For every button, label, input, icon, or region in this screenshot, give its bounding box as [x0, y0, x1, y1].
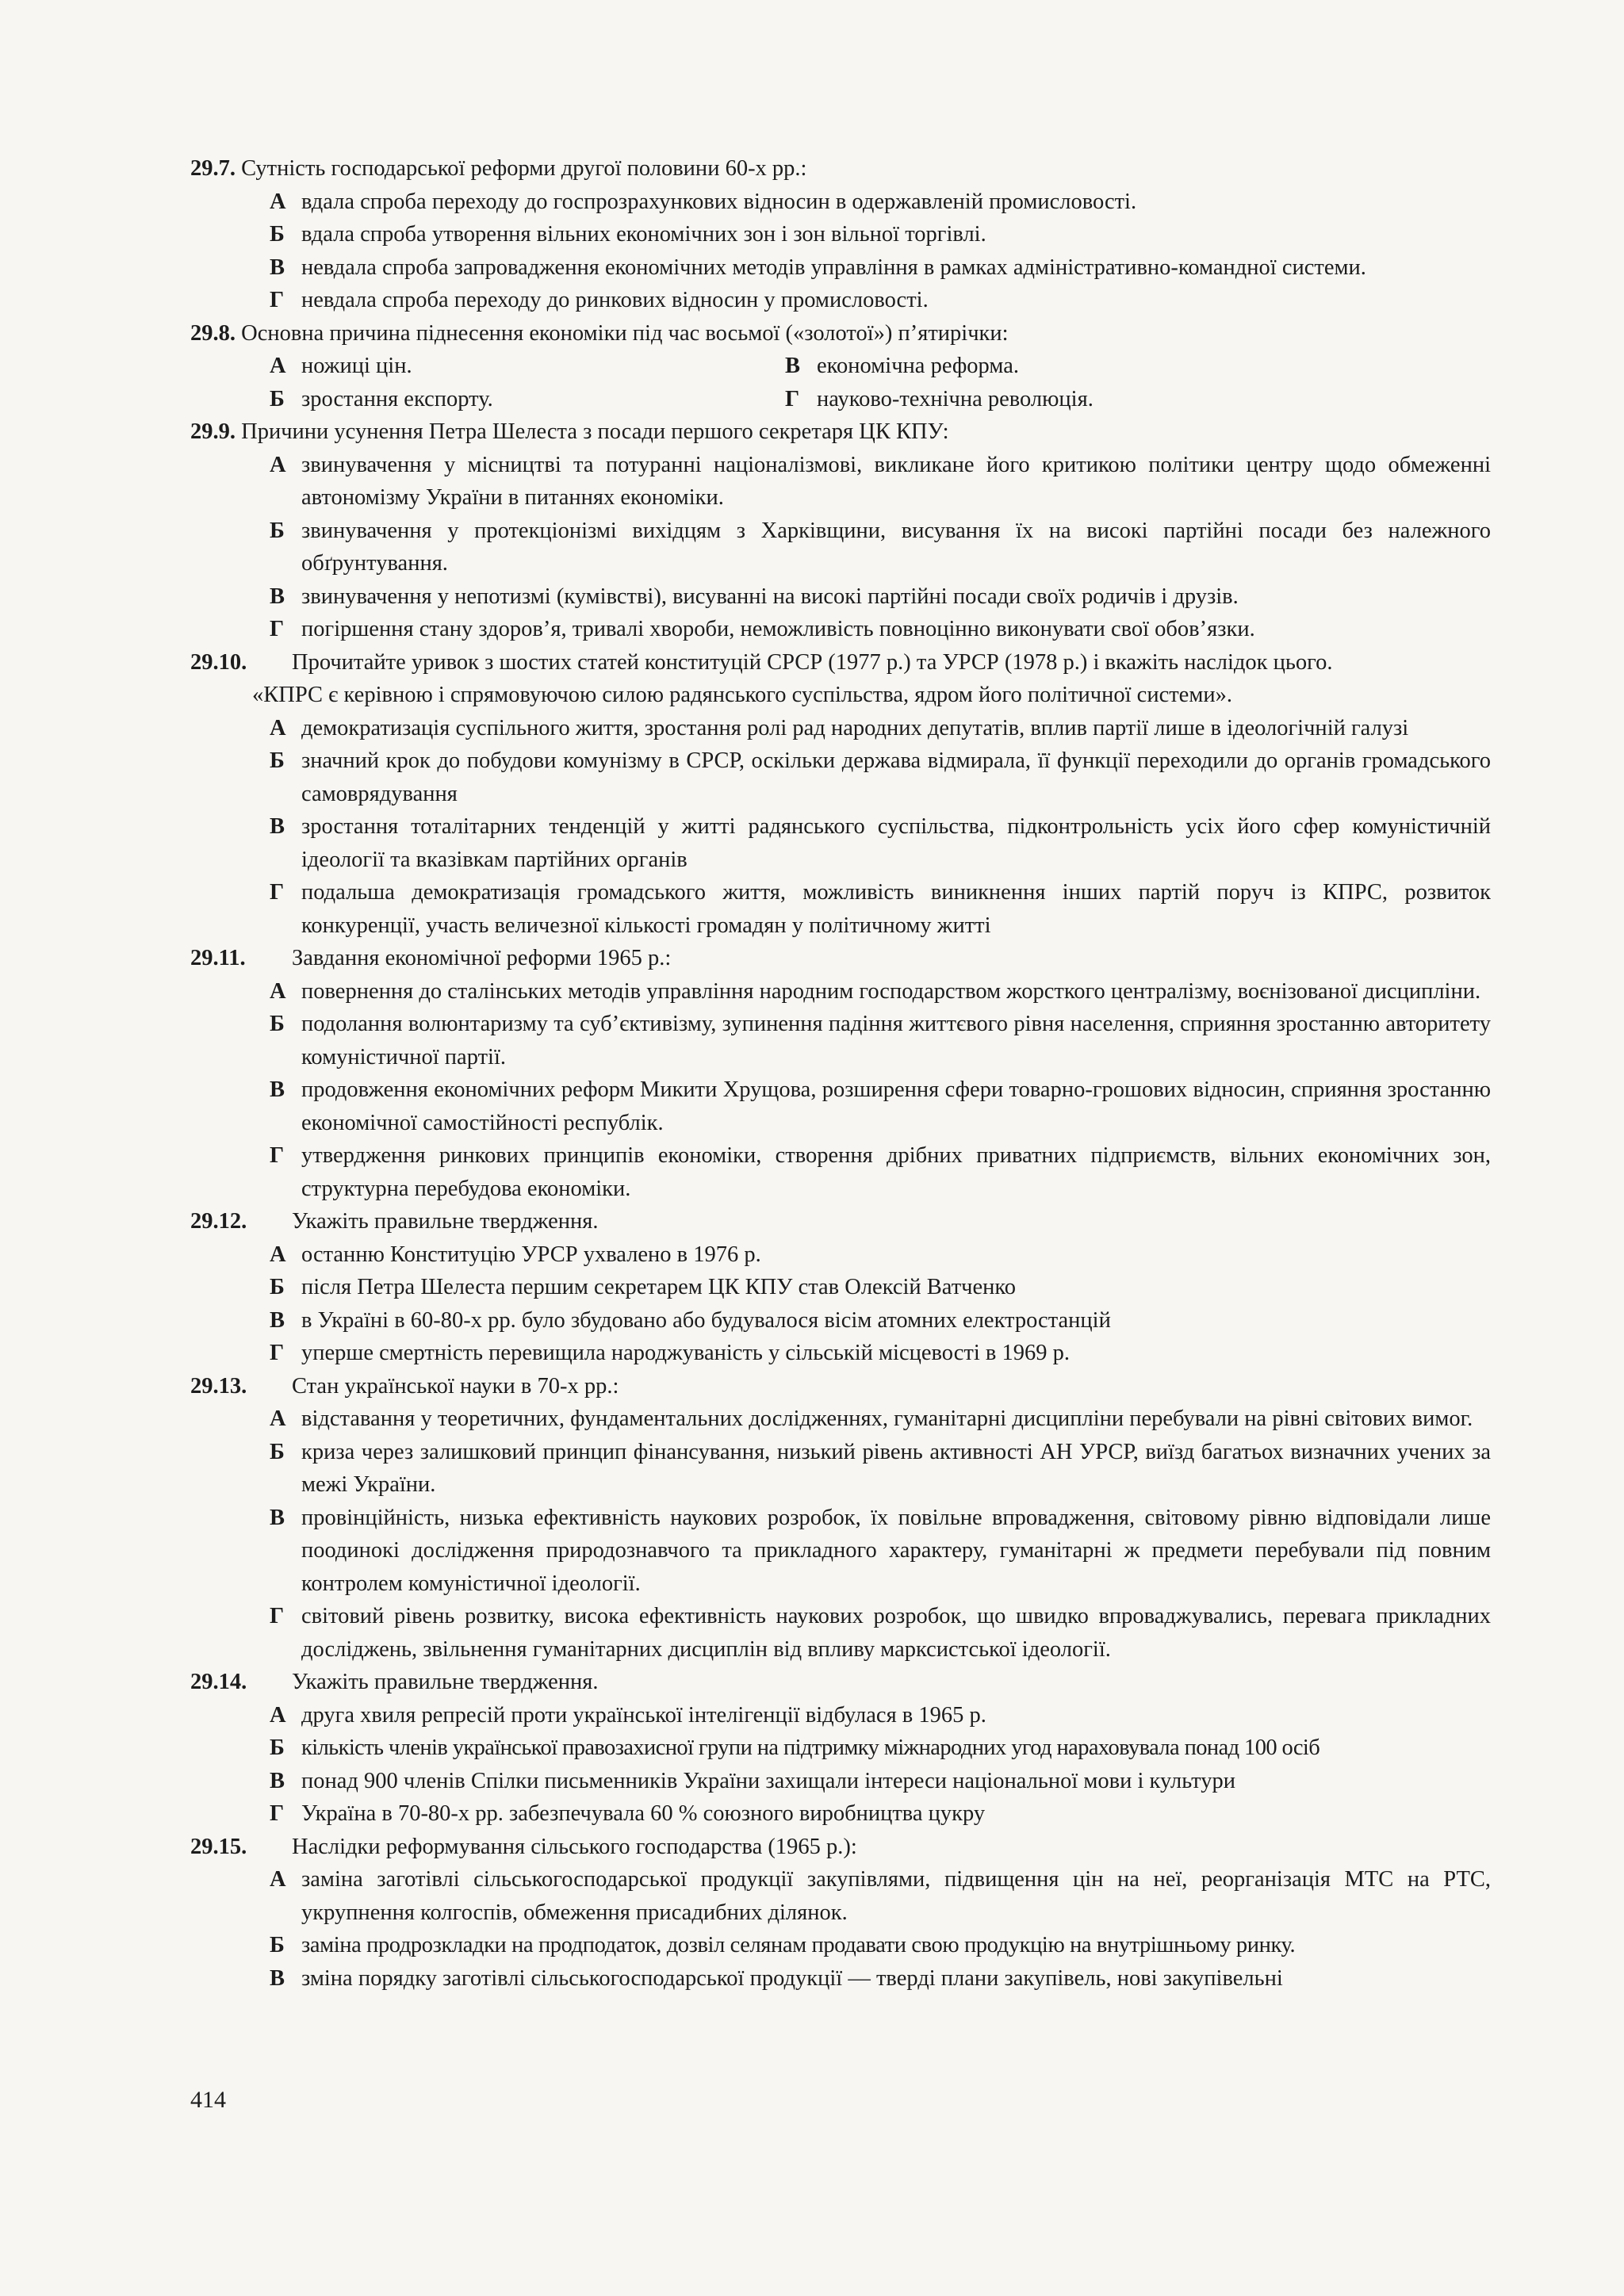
- answer-option: [785, 383, 1491, 416]
- question-text: Укажіть правильне твердження.: [292, 1670, 599, 1694]
- answer-option: [190, 876, 1491, 942]
- question-29-13: [190, 1370, 1491, 1667]
- option-letter: Г: [270, 1604, 285, 1628]
- question-number: 29.15.: [190, 1834, 247, 1859]
- question-text: Прочитайте уривок з шостих статей конституцій СРСР (1977 р.) та УРСР (1978 р.) і вкажіть наслідок цього.: [292, 649, 1333, 675]
- option-letter: А: [270, 978, 286, 1004]
- option-letter: А: [270, 354, 286, 378]
- answer-option: [190, 1962, 1491, 1996]
- option-letter: В: [785, 354, 801, 378]
- answer-option: [190, 515, 1491, 580]
- option-letter: А: [270, 189, 286, 214]
- option-text: понад 900 членів Спілки письменників України захищали інтереси національної мови і культури: [301, 1768, 1235, 1793]
- answer-option: [190, 1402, 1491, 1436]
- option-letter: В: [270, 1965, 285, 1991]
- question-text: Причини усунення Петра Шелеста з посади першого секретаря ЦК КПУ:: [241, 419, 949, 444]
- answer-option: [190, 580, 1491, 614]
- option-text: ножиці цін.: [301, 354, 412, 378]
- question-29-14: [190, 1666, 1491, 1831]
- option-text: повернення до сталінських методів управління народним господарством жорсткого централізму, воєнізованої дисципліни.: [301, 978, 1481, 1004]
- option-letter: Б: [270, 222, 285, 247]
- option-text: зміна порядку заготівлі сільськогосподарської продукції — тверді плани закупівель, нові закупівельні: [301, 1965, 1283, 1991]
- answer-option: [190, 1929, 1491, 1962]
- option-text: уперше смертність перевищила народжуваність у сільській місцевості в 1969 р.: [301, 1341, 1070, 1365]
- option-letter: А: [270, 715, 286, 740]
- option-text: зростання тоталітарних тенденцій у житті радянського суспільства, підконтрольність усіх його сфер комуністичній ідеології та вказівкам партійних органів: [301, 814, 1491, 872]
- answer-option: [190, 1502, 1491, 1601]
- questions-list: [190, 152, 1491, 1995]
- answer-option: [190, 1238, 1491, 1272]
- answer-option: [190, 1732, 1491, 1765]
- option-text: заміна продрозкладки на продподаток, дозвіл селянам продавати свою продукцію на внутрішньому ринку.: [301, 1933, 1296, 1957]
- answer-option: [270, 350, 785, 383]
- question-text: Сутність господарської реформи другої половини 60-х рр.:: [241, 156, 807, 181]
- option-letter: Г: [270, 288, 285, 312]
- option-letter: Б: [270, 386, 285, 411]
- option-letter: А: [270, 1242, 286, 1267]
- question-number: 29.11.: [190, 946, 246, 970]
- option-text: друга хвиля репресій проти української інтелігенції відбулася в 1965 р.: [301, 1702, 986, 1728]
- option-letter: В: [270, 814, 285, 839]
- question-number: 29.13.: [190, 1373, 247, 1399]
- option-text: утвердження ринкових принципів економіки, створення дрібних приватних підприємств, вільних економічних зон, структурна перебудова економіки.: [301, 1143, 1491, 1201]
- answer-option: [190, 975, 1491, 1008]
- option-letter: А: [270, 1702, 286, 1728]
- option-text: демократизація суспільного життя, зростання ролі рад народних депутатів, вплив партії лише в ідеологічній галузі: [301, 715, 1409, 740]
- option-text: невдала спроба запровадження економічних методів управління в рамках адміністративно-командної системи.: [301, 254, 1366, 280]
- question-text: Укажіть правильне твердження.: [292, 1209, 599, 1234]
- question-number: 29.7.: [190, 156, 236, 181]
- option-text: кількість членів української правозахисної групи на підтримку міжнародних угод нараховувала понад 100 осіб: [301, 1735, 1320, 1760]
- answer-option: [190, 186, 1491, 219]
- question-number: 29.14.: [190, 1670, 247, 1694]
- answer-option: [190, 613, 1491, 646]
- question-text: Основна причина піднесення економіки під час восьмої («золотої») п’ятирічки:: [241, 320, 1009, 346]
- option-letter: Б: [270, 1735, 285, 1760]
- answer-option: [190, 1139, 1491, 1205]
- question-text: Наслідки реформування сільського господарства (1965 р.):: [292, 1834, 857, 1859]
- answer-option: [190, 251, 1491, 285]
- question-29-7: [190, 152, 1491, 317]
- option-letter: Б: [270, 1439, 285, 1464]
- question-29-11: [190, 942, 1491, 1205]
- answer-option: [190, 218, 1491, 251]
- page-number: 414: [190, 2087, 226, 2113]
- answer-option: [190, 1765, 1491, 1798]
- answer-option: [190, 449, 1491, 515]
- answer-option: [190, 1008, 1491, 1073]
- answer-option: [190, 744, 1491, 810]
- option-letter: В: [270, 584, 285, 609]
- option-text: Україна в 70-80-х рр. забезпечувала 60 % союзного виробництва цукру: [301, 1801, 986, 1826]
- option-text: науково-технічна революція.: [817, 386, 1094, 411]
- question-text: Завдання економічної реформи 1965 р.:: [292, 946, 672, 970]
- answer-option: [190, 1304, 1491, 1337]
- answer-option: [190, 1337, 1491, 1370]
- option-letter: Г: [785, 386, 800, 411]
- option-text: відставання у теоретичних, фундаментальних дослідженнях, гуманітарні дисципліни перебували на рівні світових вимог.: [301, 1406, 1473, 1431]
- option-text: звинувачення у протекціонізмі вихідцям з Харківщини, висування їх на високі партійні посади без належного обґрунтування.: [301, 518, 1491, 576]
- option-letter: А: [270, 452, 286, 477]
- option-text: зростання експорту.: [301, 386, 493, 411]
- option-letter: Г: [270, 617, 285, 641]
- option-text: світовий рівень розвитку, висока ефективність наукових розробок, що швидко впроваджувались, перевага прикладних досліджень, звільнення гуманітарних дисциплін від впливу марксистської ідеології.: [301, 1604, 1491, 1662]
- option-letter: В: [270, 1505, 285, 1530]
- question-number: 29.10.: [190, 649, 247, 675]
- question-text: Стан української науки в 70-х рр.:: [292, 1373, 619, 1399]
- answer-option: [190, 1600, 1491, 1666]
- option-text: криза через залишковий принцип фінансування, низький рівень активності АН УРСР, виїзд багатьох визначних учених за межі України.: [301, 1439, 1491, 1497]
- answer-option: [785, 350, 1491, 383]
- question-number: 29.9.: [190, 419, 236, 444]
- option-text: вдала спроба утворення вільних економічних зон і зон вільної торгівлі.: [301, 222, 986, 247]
- option-letter: А: [270, 1406, 286, 1431]
- answer-option: [190, 284, 1491, 317]
- answer-option: [190, 810, 1491, 876]
- option-letter: В: [270, 1307, 285, 1333]
- answer-option: [190, 1797, 1491, 1831]
- option-letter: В: [270, 1077, 285, 1102]
- answer-option: [190, 1271, 1491, 1304]
- question-number: 29.12.: [190, 1209, 247, 1234]
- option-text: невдала спроба переходу до ринкових відносин у промисловості.: [301, 288, 929, 312]
- option-text: подолання волюнтаризму та суб’єктивізму, зупинення падіння життєвого рівня населення, сприяння зростанню авторитету комуністичної партії.: [301, 1012, 1491, 1070]
- option-text: подальша демократизація громадського життя, можливість виникнення інших партій поруч із КПРС, розвиток конкуренції, участь величезної кількості громадян у політичному житті: [301, 880, 1491, 938]
- answer-option: [190, 1073, 1491, 1139]
- question-29-15: [190, 1831, 1491, 1996]
- options-grid: [190, 350, 1491, 415]
- answer-option: [190, 712, 1491, 745]
- question-29-9: [190, 415, 1491, 646]
- option-letter: В: [270, 254, 285, 280]
- question-number: 29.8.: [190, 320, 236, 346]
- question-29-10: [190, 646, 1491, 943]
- answer-option: [190, 1436, 1491, 1502]
- option-text: після Петра Шелеста першим секретарем ЦК КПУ став Олексій Ватченко: [301, 1275, 1017, 1299]
- option-letter: Г: [270, 1801, 285, 1826]
- option-text: заміна заготівлі сільськогосподарської продукції закупівлями, підвищення цін на неї, реорганізація МТС на РТС, укрупнення колгоспів, обмеження присадибних ділянок.: [301, 1867, 1491, 1925]
- option-text: останню Конституцію УРСР ухвалено в 1976 р.: [301, 1242, 761, 1267]
- question-29-8: [190, 317, 1491, 416]
- option-text: в Україні в 60-80-х рр. було збудовано або будувалося вісім атомних електростанцій: [301, 1307, 1111, 1333]
- option-text: вдала спроба переходу до госпрозрахункових відносин в одержавленій промисловості.: [301, 189, 1137, 214]
- option-text: звинувачення у місництві та потуранні націоналізмові, викликане його критикою політики центру щодо обмеженні автономізму України в питаннях економіки.: [301, 452, 1491, 510]
- option-letter: Б: [270, 748, 285, 773]
- answer-option: [270, 383, 785, 416]
- option-text: провінційність, низька ефективність наукових розробок, їх повільне впровадження, світовому рівню відповідали лише поодинокі дослідження природознавчого та прикладного характеру, гуманітарні ж предмети перебували під повним контролем комуністичної ідеології.: [301, 1505, 1491, 1596]
- option-text: продовження економічних реформ Микити Хрущова, розширення сфери товарно-грошових відносин, сприяння зростанню економічної самостійності республік.: [301, 1077, 1491, 1135]
- option-text: звинувачення у непотизмі (кумівстві), висуванні на високі партійні посади своїх родичів і друзів.: [301, 584, 1239, 609]
- option-letter: Б: [270, 1933, 285, 1957]
- option-letter: Г: [270, 1143, 285, 1168]
- option-letter: Б: [270, 1012, 285, 1036]
- option-letter: В: [270, 1768, 285, 1793]
- answer-option: [190, 1699, 1491, 1732]
- option-letter: Г: [270, 1341, 285, 1365]
- option-letter: Б: [270, 518, 285, 543]
- question-29-12: [190, 1205, 1491, 1370]
- option-letter: А: [270, 1867, 286, 1892]
- quote-text: «КПРС є керівною і спрямовуючою силою радянського суспільства, ядром його політичної системи».: [252, 683, 1232, 707]
- option-text: значний крок до побудови комунізму в СРСР, оскільки держава відмирала, її функції переходили до органів громадського самоврядування: [301, 748, 1491, 806]
- answer-option: [190, 1863, 1491, 1929]
- option-text: економічна реформа.: [817, 354, 1019, 378]
- option-letter: Б: [270, 1275, 285, 1299]
- option-text: погіршення стану здоров’я, тривалі хвороби, неможливість повноцінно виконувати свої обов’язки.: [301, 617, 1255, 641]
- option-letter: Г: [270, 880, 285, 905]
